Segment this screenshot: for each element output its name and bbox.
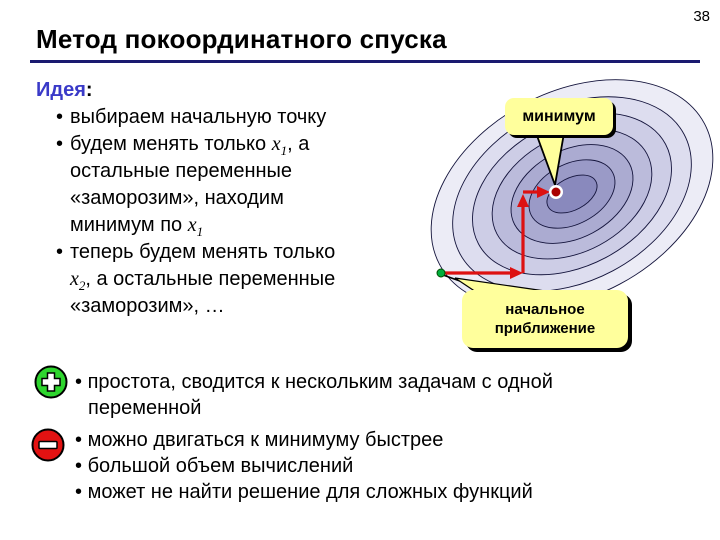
- bullet-glyph: •: [56, 106, 64, 128]
- minimum-dot: [552, 188, 561, 197]
- pros-cons-item: • можно двигаться к минимуму быстрее: [75, 429, 444, 451]
- pros-cons-item: • простота, сводится к нескольким задачам с одной переменной: [75, 371, 553, 419]
- callout-start-approximation: начальное приближение: [462, 290, 628, 348]
- pros-cons-item: • может не найти решение для сложных функций: [75, 481, 533, 503]
- idea-bullet-3: • теперь будем менять только $x_2$, а остальные переменные «заморозим», …: [36, 239, 428, 320]
- pros-cons-block: [62, 369, 647, 505]
- callout-minimum: минимум: [505, 98, 613, 135]
- idea-heading-line: Идея:: [36, 79, 93, 101]
- math-var: x: [187, 214, 197, 236]
- bullet-glyph: •: [75, 481, 83, 503]
- minus-icon: [30, 427, 66, 463]
- idea-block: [36, 77, 428, 320]
- idea-heading: Идея: [36, 79, 86, 101]
- title-underline: [30, 60, 700, 63]
- start-point-dot: [437, 269, 445, 277]
- bullet-glyph: •: [56, 133, 64, 155]
- bullet-glyph: •: [75, 371, 83, 393]
- idea-bullet-1: • выбираем начальную точку: [36, 104, 428, 131]
- bullet-glyph: •: [75, 429, 83, 451]
- slide-title: Метод покоординатного спуска: [36, 24, 447, 54]
- pros-cons-item: • большой объем вычислений: [75, 455, 354, 477]
- math-var: x: [70, 268, 79, 290]
- math-var: x: [271, 133, 281, 155]
- idea-bullet-2: • будем менять только $x_1$, а остальные переменные «заморозим», находим минимум по $x_1$: [56, 133, 310, 239]
- bullet-glyph: •: [75, 455, 83, 477]
- bullet-glyph: •: [56, 241, 64, 263]
- page-number: 38: [693, 8, 710, 25]
